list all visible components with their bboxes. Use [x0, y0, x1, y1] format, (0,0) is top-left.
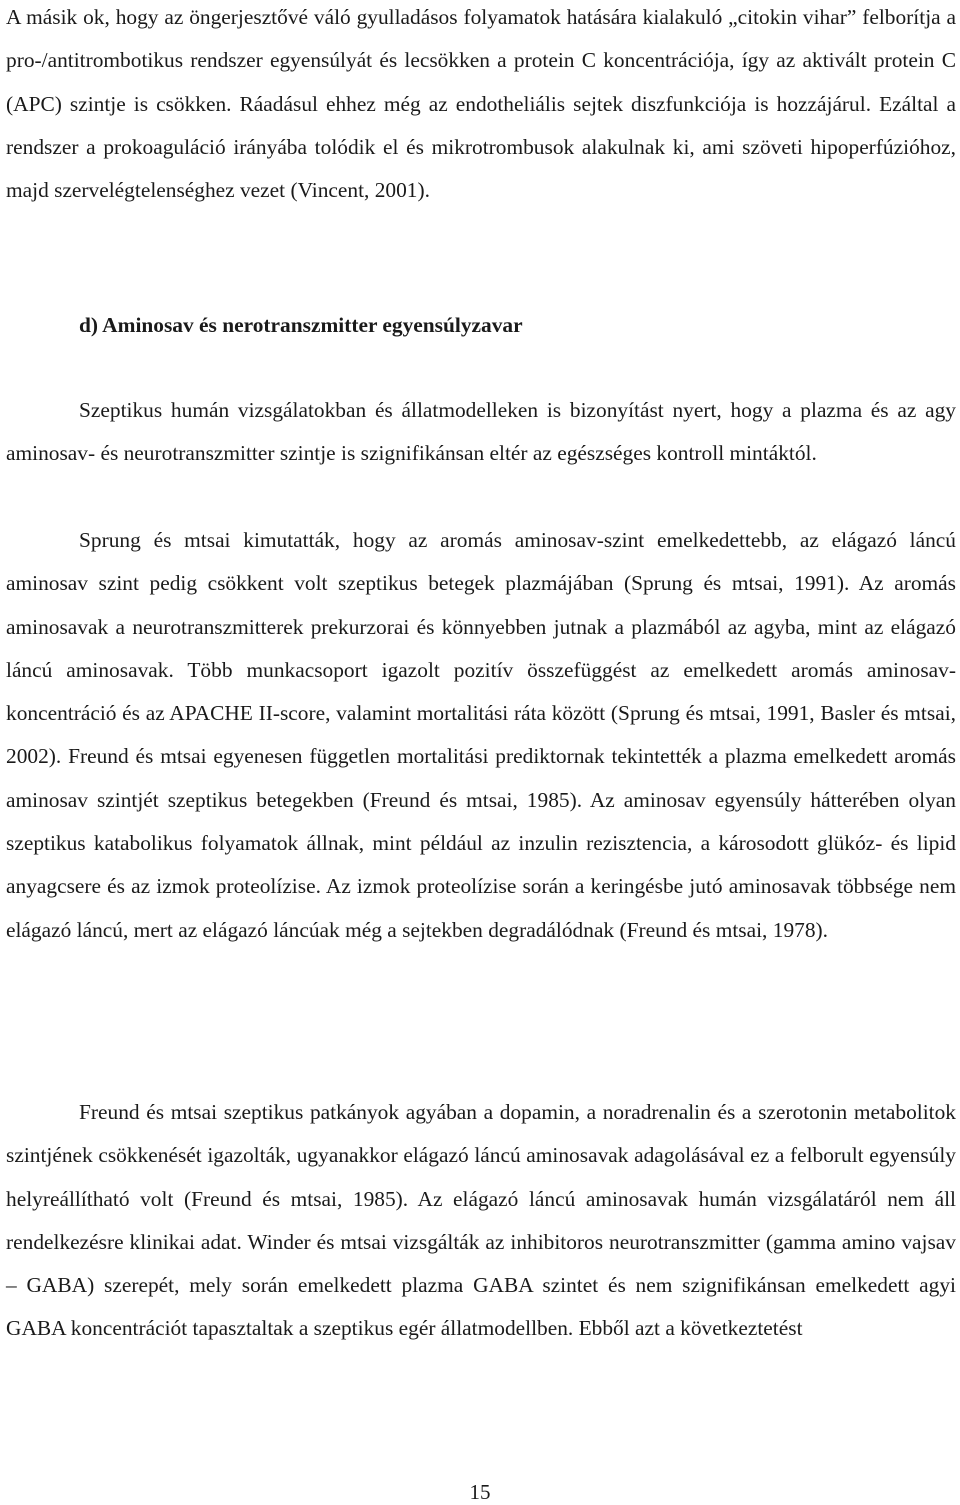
section-heading: d) Aminosav és nerotranszmitter egyensúlyzavar: [79, 313, 523, 337]
body-paragraph: Sprung és mtsai kimutatták, hogy az aromás aminosav-szint emelkedettebb, az elágazó láncú aminosav szint pedig csökkent volt szeptikus betegek plazmájában (Sprung és mtsai, 1991). Az aromás aminosavak a neurotranszmitterek prekurzorai és könnyebben jutnak a plazmából az agyba, mint az elágazó láncú aminosavak. Több munkacsoport igazolt pozitív összefüggést az emelkedett aromás aminosav-koncentráció és az APACHE II-score, valamint mortalitási ráta között (Sprung és mtsai, 1991, Basler és mtsai, 2002). Freund és mtsai egyenesen független mortalitási prediktornak tekintették a plazma emelkedett aromás aminosav szintjét szeptikus betegekben (Freund és mtsai, 1985). Az aminosav egyensúly hátterében olyan szeptikus katabolikus folyamatok állnak, mint például az inzulin rezisztencia, a károsodott glükóz- és lipid anyagcsere és az izmok proteolízise. Az izmok proteolízise során a keringésbe jutó aminosavak többsége nem elágazó láncú, mert az elágazó láncúak még a sejtekben degradálódnak (Freund és mtsai, 1978).: [6, 528, 956, 942]
body-paragraph: Freund és mtsai szeptikus patkányok agyában a dopamin, a noradrenalin és a szerotonin metabolitok szintjének csökkenését igazolták, ugyanakkor elágazó láncú aminosavak adagolásával ez a felborult egyensúly helyreállítható volt (Freund és mtsai, 1985). Az elágazó láncú aminosavak humán vizsgálatáról nem áll rendelkezésre klinikai adat. Winder és mtsai vizsgálták az inhibitoros neurotranszmitter (gamma amino vajsav – GABA) szerepét, mely során emelkedett plazma GABA szintet és nem szignifikánsan emelkedett agyi GABA koncentrációt tapasztaltak a szeptikus egér állatmodellben. Ebből azt a következtetést: [6, 1100, 956, 1341]
intro-paragraph: A másik ok, hogy az öngerjesztővé váló gyulladásos folyamatok hatására kialakuló „citokin vihar” felborítja a pro-/antitrombotikus rendszer egyensúlyát és lecsökken a protein C koncentrációja, így az aktivált protein C (APC) szintje is csökken. Ráadásul ehhez még az endotheliális sejtek diszfunkciója is hozzájárul. Ezáltal a rendszer a prokoaguláció irányába tolódik el és mikrotrombusok alakulnak ki, ami szöveti hipoperfúzióhoz, majd szervelégtelenséghez vezet (Vincent, 2001).: [6, 5, 956, 203]
page-number: 15: [469, 1480, 491, 1504]
body-paragraph: Szeptikus humán vizsgálatokban és állatmodelleken is bizonyítást nyert, hogy a plazma és az agy aminosav- és neurotranszmitter szintje is szignifikánsan eltér az egészséges kontroll mintáktól.: [6, 398, 956, 466]
